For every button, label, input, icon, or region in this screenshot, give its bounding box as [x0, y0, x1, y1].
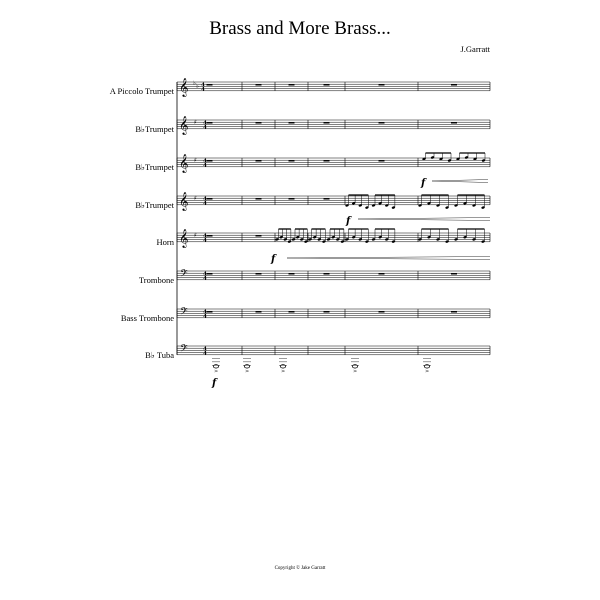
bass-clef-icon: 𝄢: [180, 342, 188, 357]
bass-clef-icon: 𝄢: [180, 267, 188, 282]
whole-rest: [324, 198, 330, 199]
crescendo-hairpin-horn: [287, 257, 490, 260]
instrument-label-tuba: B♭ Tuba: [145, 350, 174, 360]
sharp-icon: ♯: [194, 232, 197, 239]
flat-icon: ♭: [196, 83, 199, 90]
instrument-label-trumpet-3: B♭Trumpet: [135, 200, 174, 210]
treble-clef-icon: 𝄞: [179, 228, 189, 248]
time-signature-top: 4: [203, 271, 207, 278]
whole-rest: [324, 160, 330, 161]
time-signature-top: 4: [203, 158, 207, 165]
sharp-icon: ♯: [194, 157, 197, 164]
time-signature-bottom: 4: [201, 86, 205, 93]
whole-rest: [207, 160, 213, 161]
crescendo-hairpin-trumpet-3: [358, 218, 490, 221]
whole-rest: [324, 84, 330, 85]
whole-rest: [207, 235, 213, 236]
whole-rest: [207, 122, 213, 123]
whole-rest: [451, 311, 457, 312]
time-signature-bottom: 4: [203, 200, 207, 207]
instrument-label-piccolo-trumpet: A Piccolo Trumpet: [109, 86, 174, 96]
instrument-label-trombone: Trombone: [138, 275, 174, 285]
treble-clef-icon: 𝄞: [179, 77, 189, 97]
treble-clef-icon: 𝄞: [179, 191, 189, 211]
whole-rest: [256, 84, 262, 85]
whole-rest: [256, 198, 262, 199]
instrument-label-bass-trombone: Bass Trombone: [120, 313, 174, 323]
whole-rest: [256, 273, 262, 274]
whole-rest: [207, 273, 213, 274]
dynamic-forte-horn: f: [271, 254, 276, 265]
accent-mark: >: [214, 368, 219, 375]
dynamic-forte-trumpet-2: f: [421, 178, 426, 189]
time-signature-bottom: 4: [203, 313, 207, 320]
whole-rest: [451, 273, 457, 274]
instrument-label-trumpet-1: B♭Trumpet: [135, 124, 174, 134]
whole-rest: [379, 273, 385, 274]
time-signature-top: 4: [203, 233, 207, 240]
whole-rest: [379, 84, 385, 85]
time-signature-bottom: 4: [203, 350, 207, 357]
time-signature-top: 4: [203, 196, 207, 203]
whole-rest: [451, 84, 457, 85]
time-signature-bottom: 4: [203, 162, 207, 169]
instrument-label-trumpet-2: B♭Trumpet: [135, 162, 174, 172]
treble-clef-icon: 𝄞: [179, 153, 189, 173]
flat-icon: ♭: [193, 80, 196, 87]
time-signature-top: 4: [203, 309, 207, 316]
time-signature-top: 4: [203, 346, 207, 353]
dynamic-forte-trumpet-3: f: [346, 216, 351, 227]
whole-rest: [289, 84, 295, 85]
whole-rest: [379, 160, 385, 161]
whole-rest: [289, 122, 295, 123]
whole-rest: [256, 160, 262, 161]
accent-mark: >: [245, 368, 250, 375]
time-signature-bottom: 4: [203, 237, 207, 244]
sharp-icon: ♯: [194, 195, 197, 202]
whole-rest: [324, 311, 330, 312]
time-signature-top: 4: [201, 82, 205, 89]
composer-name: J.Garratt: [460, 44, 490, 54]
whole-rest: [379, 122, 385, 123]
crescendo-hairpin-trumpet-2: [432, 180, 488, 183]
whole-rest: [256, 311, 262, 312]
whole-rest: [451, 122, 457, 123]
sharp-icon: ♯: [194, 119, 197, 126]
accent-mark: >: [353, 368, 358, 375]
dynamic-forte-tuba: f: [212, 378, 217, 389]
whole-rest: [256, 122, 262, 123]
time-signature-bottom: 4: [203, 275, 207, 282]
copyright-notice: Copyright © Jake Garratt: [274, 566, 326, 571]
whole-rest: [289, 160, 295, 161]
accent-mark: >: [425, 368, 430, 375]
time-signature-top: 4: [203, 120, 207, 127]
whole-rest: [207, 84, 213, 85]
whole-rest: [256, 235, 262, 236]
whole-rest: [324, 122, 330, 123]
whole-rest: [379, 311, 385, 312]
whole-rest: [289, 273, 295, 274]
whole-rest: [207, 198, 213, 199]
whole-rest: [324, 273, 330, 274]
accent-mark: >: [281, 368, 286, 375]
whole-rest: [207, 311, 213, 312]
treble-clef-icon: 𝄞: [179, 115, 189, 135]
whole-rest: [289, 311, 295, 312]
instrument-label-horn: Horn: [156, 237, 174, 247]
whole-rest: [289, 198, 295, 199]
score-title: Brass and More Brass...: [209, 18, 391, 39]
bass-clef-icon: 𝄢: [180, 305, 188, 320]
time-signature-bottom: 4: [203, 124, 207, 131]
